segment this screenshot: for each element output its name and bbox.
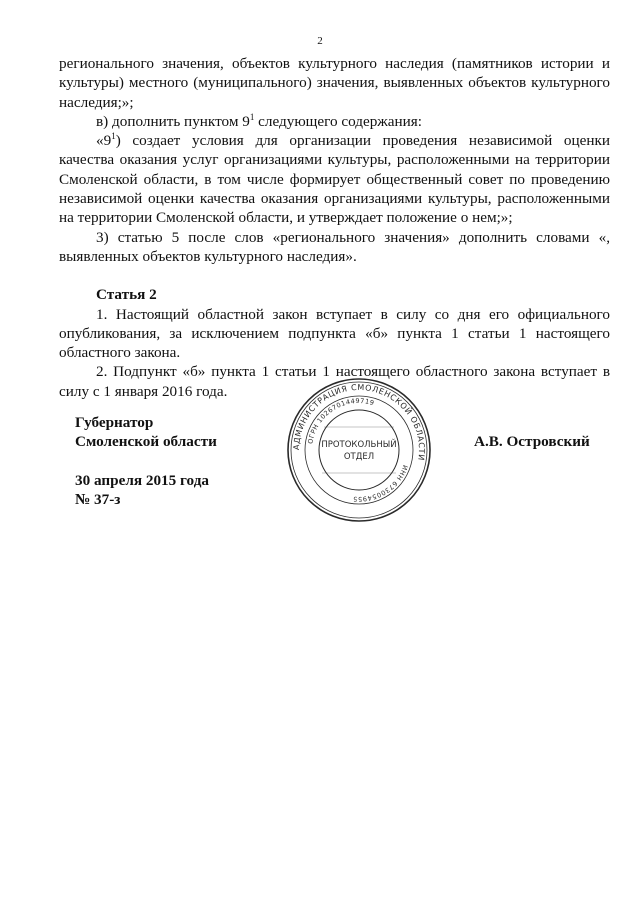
article-2-item-2: 2. Подпункт «б» пункта 1 статьи 1 настоящего областного закона вступает в силу с 1 января 2016 года. [59, 363, 610, 400]
seal-icon [284, 375, 434, 525]
superscript: 1 [111, 131, 116, 142]
paragraph-text: в) дополнить пунктом 9 [96, 112, 250, 130]
signer-region: Смоленской области [75, 433, 217, 451]
paragraph-amendment-3: 3) статью 5 после слов «регионального значения» дополнить словами «, выявленных объектов культурного наследия». [59, 228, 610, 265]
paragraph-text: «9 [96, 132, 112, 150]
paragraph-amendment-b [59, 112, 610, 131]
document-body [59, 54, 610, 401]
official-seal [284, 375, 434, 525]
seal-ogrn: ОГРН 1026701449719 [306, 396, 376, 445]
seal-center-line2: ОТДЕЛ [343, 452, 375, 462]
paragraph-continuation: регионального значения, объектов культурного наследия (памятников истории и культуры) местного (муниципального) значения, выявленных объектов культурного наследия;»; [59, 55, 610, 111]
paragraph-item-9-1 [59, 131, 610, 227]
document-date: 30 апреля 2015 года [75, 471, 209, 489]
seal-outer-text: АДМИНИСТРАЦИЯ СМОЛЕНСКОЙ ОБЛАСТИ [291, 382, 427, 462]
superscript: 1 [249, 111, 255, 122]
page-number: 2 [317, 35, 323, 47]
seal-inn: ИНН 6730054955 [352, 463, 410, 504]
paragraph-text: ) создает условия для организации проведения независимой оценки качества оказания услуг организациями культуры, расположенными на территории Смоленской области, в том числе формирует общественный совет по проведению независимой оценки качества оказания организациями культуры, расположенными на территории Смоленской области, и утверждает положение о нем;»; [59, 132, 610, 227]
paragraph-text: следующего содержания: [254, 112, 422, 130]
article-2-title: Статья 2 [96, 286, 157, 304]
article-2-item-1: 1. Настоящий областной закон вступает в силу со дня его официального опубликования, за исключением подпункта «б» пункта 1 статьи 1 настоящего областного закона. [59, 305, 610, 362]
signature-block [75, 413, 217, 509]
document-number: № 37-з [75, 490, 121, 508]
seal-center-line1: ПРОТОКОЛЬНЫЙ [321, 440, 397, 450]
signer-name: А.В. Островский [474, 433, 590, 450]
signer-position: Губернатор [75, 414, 154, 431]
